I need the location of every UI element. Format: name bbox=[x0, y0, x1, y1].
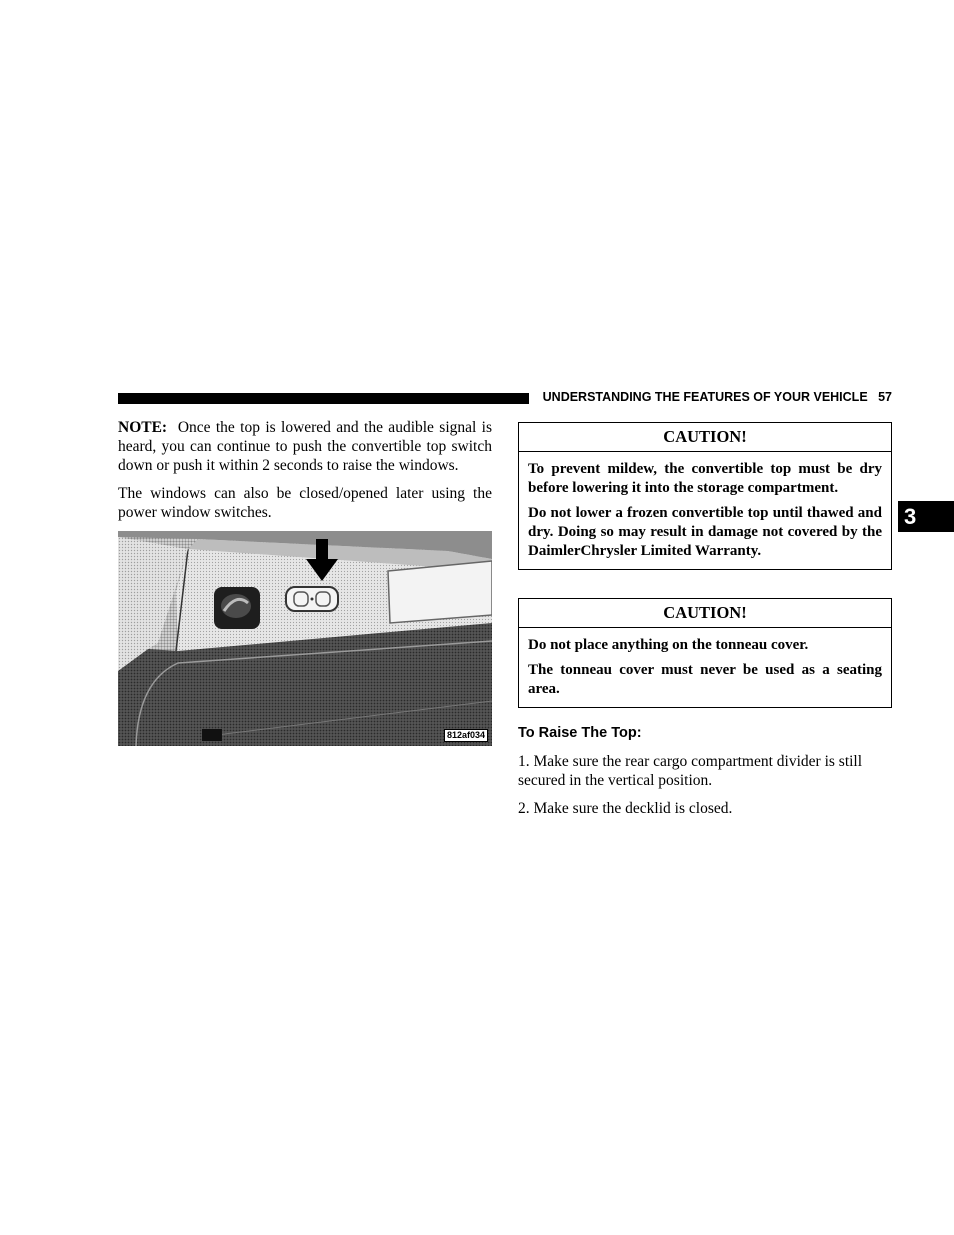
switch-illustration bbox=[118, 531, 492, 746]
note-label: NOTE: bbox=[118, 419, 168, 436]
caution-box-mildew bbox=[518, 422, 892, 570]
caution-title: CAUTION! bbox=[519, 423, 891, 452]
page-number: 57 bbox=[878, 390, 892, 404]
figure-label: 812af034 bbox=[444, 729, 488, 742]
note-text: Once the top is lowered and the audible signal is heard, you can continue to push the convertible top switch down or push it within 2 seconds to raise the windows. bbox=[118, 419, 493, 474]
caution-text: Do not place anything on the tonneau cover. bbox=[528, 637, 809, 653]
caution-box-tonneau bbox=[518, 598, 892, 708]
left-column bbox=[118, 418, 492, 746]
right-column bbox=[518, 422, 892, 827]
convertible-switch-figure bbox=[118, 531, 492, 746]
header-title: UNDERSTANDING THE FEATURES OF YOUR VEHICLE bbox=[542, 390, 868, 404]
header-rule bbox=[118, 393, 529, 404]
raise-top-heading: To Raise The Top: bbox=[518, 725, 642, 741]
chapter-tab: 3 bbox=[898, 501, 954, 532]
caution-text: The tonneau cover must never be used as a seating area. bbox=[528, 662, 882, 697]
caution-title: CAUTION! bbox=[519, 599, 891, 628]
note-paragraph bbox=[118, 418, 492, 475]
caution-text: Do not lower a frozen convertible top until thawed and dry. Doing so may result in damage not covered by the DaimlerChrysler Limited Warranty. bbox=[528, 505, 882, 559]
caution-body bbox=[519, 452, 891, 569]
caution-body bbox=[519, 628, 891, 707]
caution-text: To prevent mildew, the convertible top must be dry before lowering it into the storage compartment. bbox=[528, 461, 882, 496]
windows-paragraph: The windows can also be closed/opened later using the power window switches. bbox=[118, 485, 492, 521]
step-item: 2. Make sure the decklid is closed. bbox=[518, 800, 733, 817]
step-item: 1. Make sure the rear cargo compartment divider is still secured in the vertical position. bbox=[518, 753, 863, 789]
running-header bbox=[538, 390, 892, 404]
